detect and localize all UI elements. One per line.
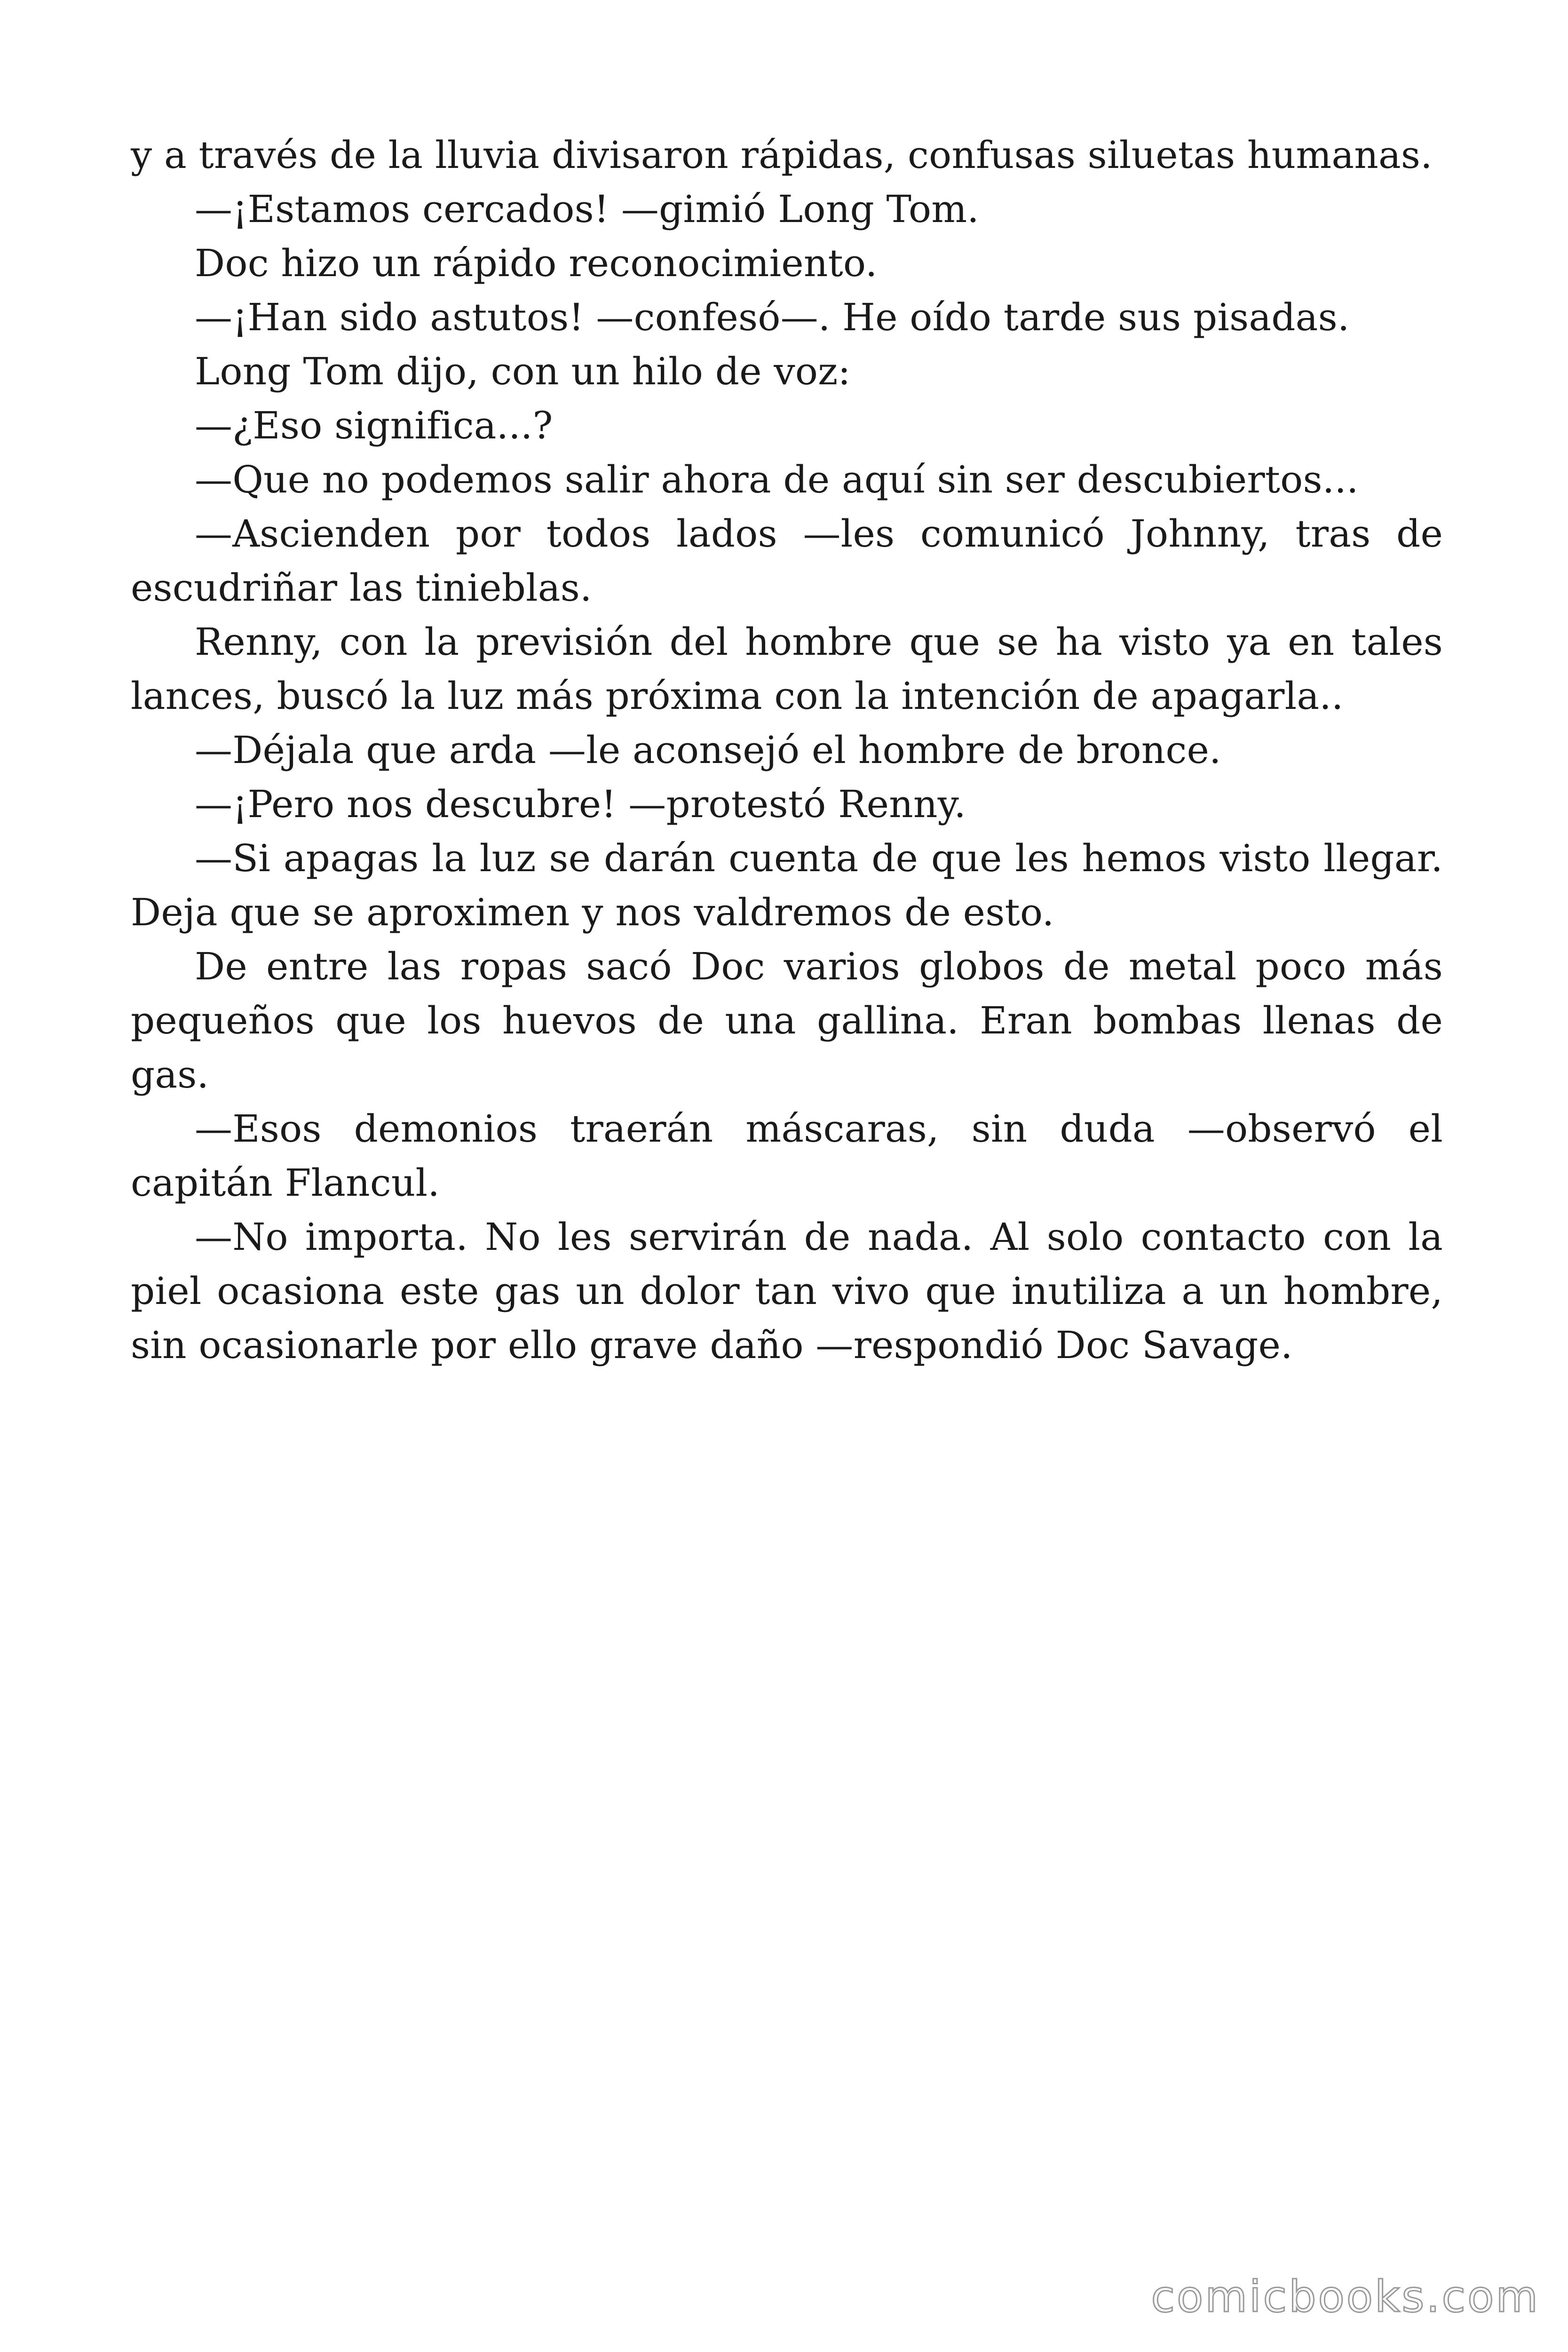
paragraph-9: Renny, con la previsión del hombre que se ha visto ya en tales lances, buscó la luz más próxima con la intención de apagarla.. [131,620,1443,718]
paragraph-10: —Déjala que arda —le aconsejó el hombre de bronce. [195,728,1221,772]
paragraph-7: —Que no podemos salir ahora de aquí sin ser descubiertos... [195,458,1359,501]
paragraph-4: —¡Han sido astutos! —confesó—. He oído tarde sus pisadas. [195,295,1350,339]
paragraph-5: Long Tom dijo, con un hilo de voz: [195,350,851,393]
paragraph-2: —¡Estamos cercados! —gimió Long Tom. [195,187,979,231]
paragraph-8: —Ascienden por todos lados —les comunicó Johnny, tras de escudriñar las tinieblas. [131,512,1443,610]
paragraph-15: —No importa. No les servirán de nada. Al solo contacto con la piel ocasiona este gas un dolor tan vivo que inutiliza a un hombre, sin ocasionarle por ello grave daño —respondió Doc Savage. [131,1215,1443,1367]
paragraph-12: —Si apagas la luz se darán cuenta de que les hemos visto llegar. Deja que se aproximen y nos valdremos de esto. [131,836,1443,934]
paragraph-14: —Esos demonios traerán máscaras, sin duda —observó el capitán Flancul. [131,1107,1443,1205]
paragraph-13: De entre las ropas sacó Doc varios globos de metal poco más pequeños que los huevos de una gallina. Eran bombas llenas de gas. [131,945,1443,1097]
paragraph-11: —¡Pero nos descubre! —protestó Renny. [195,782,966,826]
page-body [131,128,1443,1372]
watermark: comicbooks.com [1151,2272,1540,2322]
paragraph-3: Doc hizo un rápido reconocimiento. [195,241,878,285]
paragraph-6: —¿Eso significa...? [195,404,553,447]
paragraph-1: y a través de la lluvia divisaron rápidas, confusas siluetas humanas. [131,133,1433,177]
